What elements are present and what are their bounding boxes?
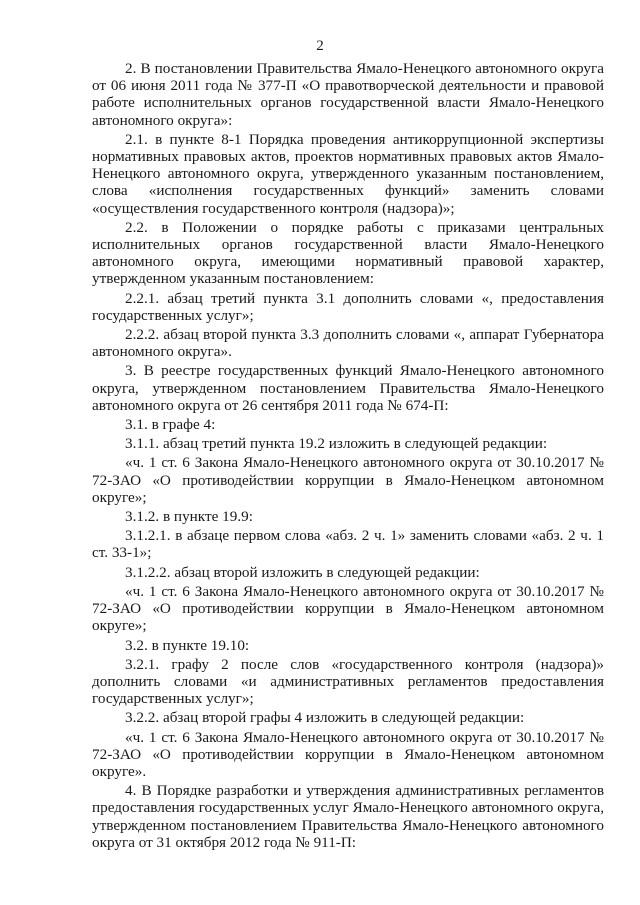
paragraph-3-1-1: 3.1.1. абзац третий пункта 19.2 изложить в следующей редакции: bbox=[125, 435, 548, 453]
paragraph-3-1-2-1: 3.1.2.1. в абзаце первом слова «абз. 2 ч. 1» заменить словами «абз. 2 ч. 1 ст. 33-1»; bbox=[92, 527, 604, 562]
paragraph-3-1-2-2: 3.1.2.2. абзац второй изложить в следующей редакции: bbox=[125, 563, 480, 581]
paragraph-3-1-2: 3.1.2. в пункте 19.9: bbox=[125, 508, 253, 526]
paragraph-4: 4. В Порядке разработки и утверждения административных регламентов предоставления государственных услуг Ямало-Ненецкого автономного округа, утвержденном постановлением Правительства Ямало-Ненецкого автономного округа от 31 октября 2012 года № 911-П: bbox=[92, 782, 604, 851]
document-body bbox=[92, 60, 604, 853]
page-number: 2 bbox=[316, 38, 324, 54]
quote-paragraph: «ч. 1 ст. 6 Закона Ямало-Ненецкого автономного округа от 30.10.2017 № 72-ЗАО «О противодействии коррупции в Ямало-Ненецком автономном округе»; bbox=[92, 454, 604, 506]
paragraph-3-2: 3.2. в пункте 19.10: bbox=[125, 636, 250, 654]
quote-paragraph: «ч. 1 ст. 6 Закона Ямало-Ненецкого автономного округа от 30.10.2017 № 72-ЗАО «О противодействии коррупции в Ямало-Ненецком автономном округе»; bbox=[92, 582, 604, 635]
paragraph-2: 2. В постановлении Правительства Ямало-Ненецкого автономного округа от 06 июня 2011 года № 377-П «О правотворческой деятельности и правовой работе исполнительных органов государственной власти Ямало-Ненецкого автономного округа»: bbox=[92, 60, 604, 129]
paragraph-2-1: 2.1. в пункте 8-1 Порядка проведения антикоррупционной экспертизы нормативных правовых актов, проектов нормативных правовых актов Ямало-Ненецкого автономного округа, утвержденного указанным постановлением, слова «исполнения государственных функций» заменить словами «осуществления государственного контроля (надзора)»; bbox=[92, 130, 604, 217]
quote-paragraph: «ч. 1 ст. 6 Закона Ямало-Ненецкого автономного округа от 30.10.2017 № 72-ЗАО «О противодействии коррупции в Ямало-Ненецком автономном округе». bbox=[92, 728, 604, 780]
paragraph-2-2: 2.2. в Положении о порядке работы с приказами центральных исполнительных органов государственной власти Ямало-Ненецкого автономного округа, имеющими нормативный правовой характер, утвержденном указанным постановлением: bbox=[92, 218, 604, 288]
paragraph-3-2-2: 3.2.2. абзац второй графы 4 изложить в следующей редакции: bbox=[125, 709, 525, 727]
paragraph-2-2-2: 2.2.2. абзац второй пункта 3.3 дополнить словами «, аппарат Губернатора автономного округа». bbox=[92, 326, 604, 361]
paragraph-3-1: 3.1. в графе 4: bbox=[125, 416, 216, 434]
paragraph-3: 3. В реестре государственных функций Ямало-Ненецкого автономного округа, утвержденном постановлением Правительства Ямало-Ненецкого автономного округа от 26 сентября 2011 года № 674-П: bbox=[92, 362, 604, 414]
paragraph-3-2-1: 3.2.1. графу 2 после слов «государственного контроля (надзора)» дополнить словами «и административных регламентов предоставления государственных услуг»; bbox=[92, 655, 604, 708]
paragraph-2-2-1: 2.2.1. абзац третий пункта 3.1 дополнить словами «, предоставления государственных услуг»; bbox=[92, 289, 604, 324]
